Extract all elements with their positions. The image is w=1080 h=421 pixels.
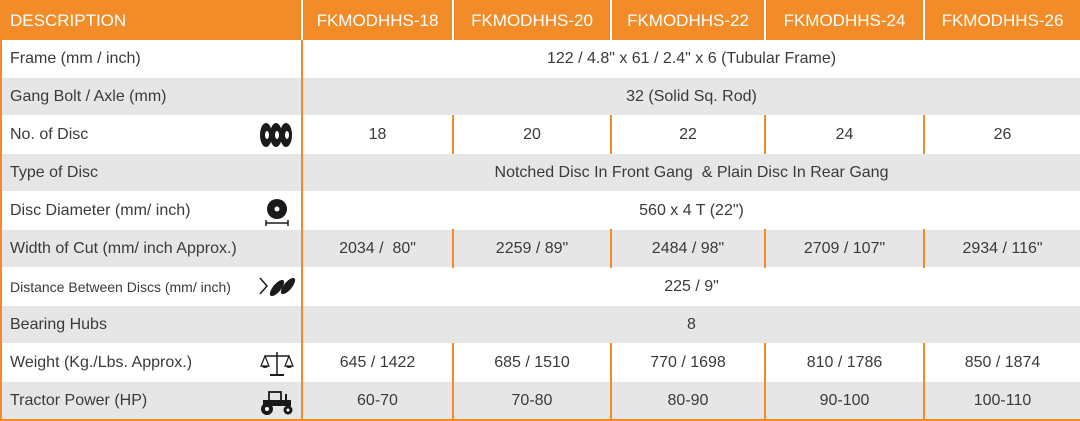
model-header-18: FKMODHHS-18: [302, 1, 453, 40]
row-type-of-disc: [1, 154, 1080, 192]
disc-diameter-icon: [257, 196, 297, 226]
row-disc-diameter: [1, 192, 1080, 230]
discs-icon: [257, 120, 297, 150]
value-weight-18: 645 / 1422: [302, 344, 453, 382]
value-type-of-disc: Notched Disc In Front Gang & Plain Disc In Rear Gang: [302, 154, 1080, 192]
value-gang-bolt: 32 (Solid Sq. Rod): [302, 78, 1080, 116]
value-tractor-power-20: 70-80: [453, 382, 611, 421]
description-header: DESCRIPTION: [1, 1, 302, 40]
value-width-of-cut-18: 2034 / 80": [302, 230, 453, 268]
row-no-of-disc: [1, 116, 1080, 154]
desc-cell-distance-between-discs: [1, 268, 302, 306]
value-no-of-disc-18: 18: [302, 116, 453, 154]
row-weight: [1, 344, 1080, 382]
label-frame: Frame (mm / inch): [1, 40, 302, 78]
label-weight: Weight (Kg./Lbs. Approx.): [10, 353, 193, 371]
header-row: [1, 1, 1080, 40]
label-type-of-disc: Type of Disc: [1, 154, 302, 192]
value-no-of-disc-20: 20: [453, 116, 611, 154]
value-weight-20: 685 / 1510: [453, 344, 611, 382]
value-distance-between-discs: 225 / 9": [302, 268, 1080, 306]
row-bearing-hubs: [1, 306, 1080, 344]
scale-icon: [257, 348, 297, 378]
row-distance-between-discs: [1, 268, 1080, 306]
value-tractor-power-22: 80-90: [611, 382, 765, 421]
value-weight-24: 810 / 1786: [765, 344, 924, 382]
value-no-of-disc-24: 24: [765, 116, 924, 154]
value-weight-22: 770 / 1698: [611, 344, 765, 382]
label-bearing-hubs: Bearing Hubs: [1, 306, 302, 344]
value-width-of-cut-20: 2259 / 89": [453, 230, 611, 268]
label-tractor-power: Tractor Power (HP): [10, 391, 148, 409]
desc-cell-no-of-disc: [1, 116, 302, 154]
row-tractor-power: [1, 382, 1080, 421]
desc-cell-disc-diameter: [1, 192, 302, 230]
model-header-22: FKMODHHS-22: [611, 1, 765, 40]
row-frame: [1, 40, 1080, 78]
desc-cell-tractor-power: [1, 382, 302, 421]
label-disc-diameter: Disc Diameter (mm/ inch): [10, 201, 191, 219]
value-weight-26: 850 / 1874: [924, 344, 1080, 382]
value-tractor-power-26: 100-110: [924, 382, 1080, 421]
row-gang-bolt: [1, 78, 1080, 116]
value-width-of-cut-26: 2934 / 116": [924, 230, 1080, 268]
row-width-of-cut: [1, 230, 1080, 268]
model-header-26: FKMODHHS-26: [924, 1, 1080, 40]
label-no-of-disc: No. of Disc: [10, 125, 89, 143]
label-distance-between-discs: Distance Between Discs (mm/ inch): [10, 278, 231, 295]
value-frame: 122 / 4.8" x 61 / 2.4" x 6 (Tubular Frame): [302, 40, 1080, 78]
tractor-icon: [257, 386, 297, 416]
value-no-of-disc-22: 22: [611, 116, 765, 154]
value-bearing-hubs: 8: [302, 306, 1080, 344]
label-width-of-cut: Width of Cut (mm/ inch Approx.): [1, 230, 302, 268]
value-tractor-power-24: 90-100: [765, 382, 924, 421]
model-header-20: FKMODHHS-20: [453, 1, 611, 40]
value-tractor-power-18: 60-70: [302, 382, 453, 421]
value-width-of-cut-22: 2484 / 98": [611, 230, 765, 268]
desc-cell-weight: [1, 344, 302, 382]
model-header-24: FKMODHHS-24: [765, 1, 924, 40]
value-disc-diameter: 560 x 4 T (22"): [302, 192, 1080, 230]
value-width-of-cut-24: 2709 / 107": [765, 230, 924, 268]
label-gang-bolt: Gang Bolt / Axle (mm): [1, 78, 302, 116]
value-no-of-disc-26: 26: [924, 116, 1080, 154]
disc-spacing-icon: [257, 272, 297, 302]
